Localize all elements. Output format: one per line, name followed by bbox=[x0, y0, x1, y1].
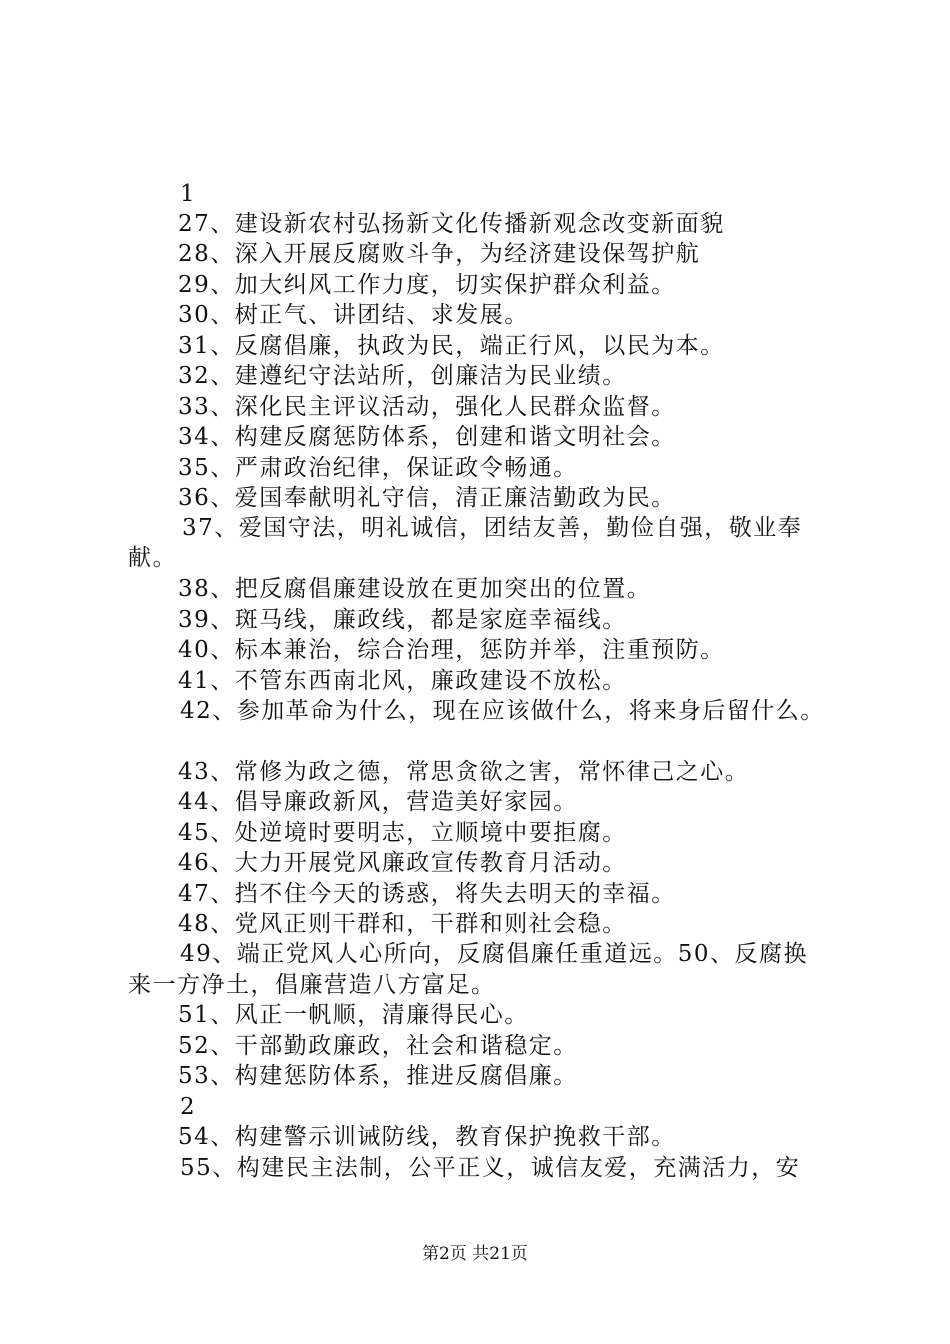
slogan-line: 54、构建警示训诫防线，教育保护挽救干部。 bbox=[178, 1124, 676, 1150]
page-footer: 第2页 共21页 bbox=[422, 1244, 528, 1264]
slogan-line: 42、参加革命为什么，现在应该做什么，将来身后留什么。 bbox=[180, 698, 825, 724]
slogan-line: 45、处逆境时要明志，立顺境中要拒腐。 bbox=[178, 820, 627, 846]
slogan-line: 37、爱国守法，明礼诚信，团结友善，勤俭自强，敬业奉 bbox=[182, 515, 803, 541]
slogan-line: 46、大力开展党风廉政宣传教育月活动。 bbox=[178, 850, 627, 876]
slogan-line: 51、风正一帆顺，清廉得民心。 bbox=[178, 1002, 529, 1028]
slogan-line: 36、爱国奉献明礼守信，清正廉洁勤政为民。 bbox=[178, 485, 676, 511]
slogan-line-continuation: 来一方净土，倡廉营造八方富足。 bbox=[128, 972, 496, 998]
slogan-line: 33、深化民主评议活动，强化人民群众监督。 bbox=[178, 394, 676, 420]
slogan-line: 39、斑马线，廉政线，都是家庭幸福线。 bbox=[178, 607, 627, 633]
slogan-line: 29、加大纠风工作力度，切实保护群众利益。 bbox=[178, 272, 676, 298]
slogan-line: 40、标本兼治，综合治理，惩防并举，注重预防。 bbox=[178, 637, 725, 663]
slogan-line: 34、构建反腐惩防体系，创建和谐文明社会。 bbox=[178, 424, 676, 450]
slogan-line: 38、把反腐倡廉建设放在更加突出的位置。 bbox=[178, 576, 652, 602]
slogan-line: 53、构建惩防体系，推进反腐倡廉。 bbox=[178, 1063, 578, 1089]
slogan-line: 43、常修为政之德，常思贪欲之害，常怀律己之心。 bbox=[178, 759, 750, 785]
slogan-line: 48、党风正则干群和，干群和则社会稳。 bbox=[178, 911, 627, 937]
slogan-line: 52、干部勤政廉政，社会和谐稳定。 bbox=[178, 1033, 578, 1059]
slogan-line: 31、反腐倡廉，执政为民，端正行风，以民为本。 bbox=[178, 333, 725, 359]
slogan-line: 27、建设新农村弘扬新文化传播新观念改变新面貌 bbox=[178, 211, 725, 237]
slogan-line: 47、挡不住今天的诱惑，将失去明天的幸福。 bbox=[178, 881, 676, 907]
page-marker-2: 2 bbox=[180, 1094, 197, 1120]
slogan-line: 35、严肃政治纪律，保证政令畅通。 bbox=[178, 455, 578, 481]
slogan-line: 55、构建民主法制，公平正义，诚信友爱，充满活力，安 bbox=[180, 1155, 801, 1181]
slogan-line: 41、不管东西南北风，廉政建设不放松。 bbox=[178, 668, 627, 694]
page-marker-1: 1 bbox=[180, 181, 197, 207]
slogan-line: 44、倡导廉政新风，营造美好家园。 bbox=[178, 789, 578, 815]
slogan-line: 30、树正气、讲团结、求发展。 bbox=[178, 302, 529, 328]
slogan-line: 32、建遵纪守法站所，创廉洁为民业绩。 bbox=[178, 363, 627, 389]
slogan-line-continuation: 献。 bbox=[128, 545, 177, 571]
slogan-line: 28、深入开展反腐败斗争，为经济建设保驾护航 bbox=[178, 241, 701, 267]
slogan-line: 49、端正党风人心所向，反腐倡廉任重道远。50、反腐换 bbox=[180, 941, 809, 967]
